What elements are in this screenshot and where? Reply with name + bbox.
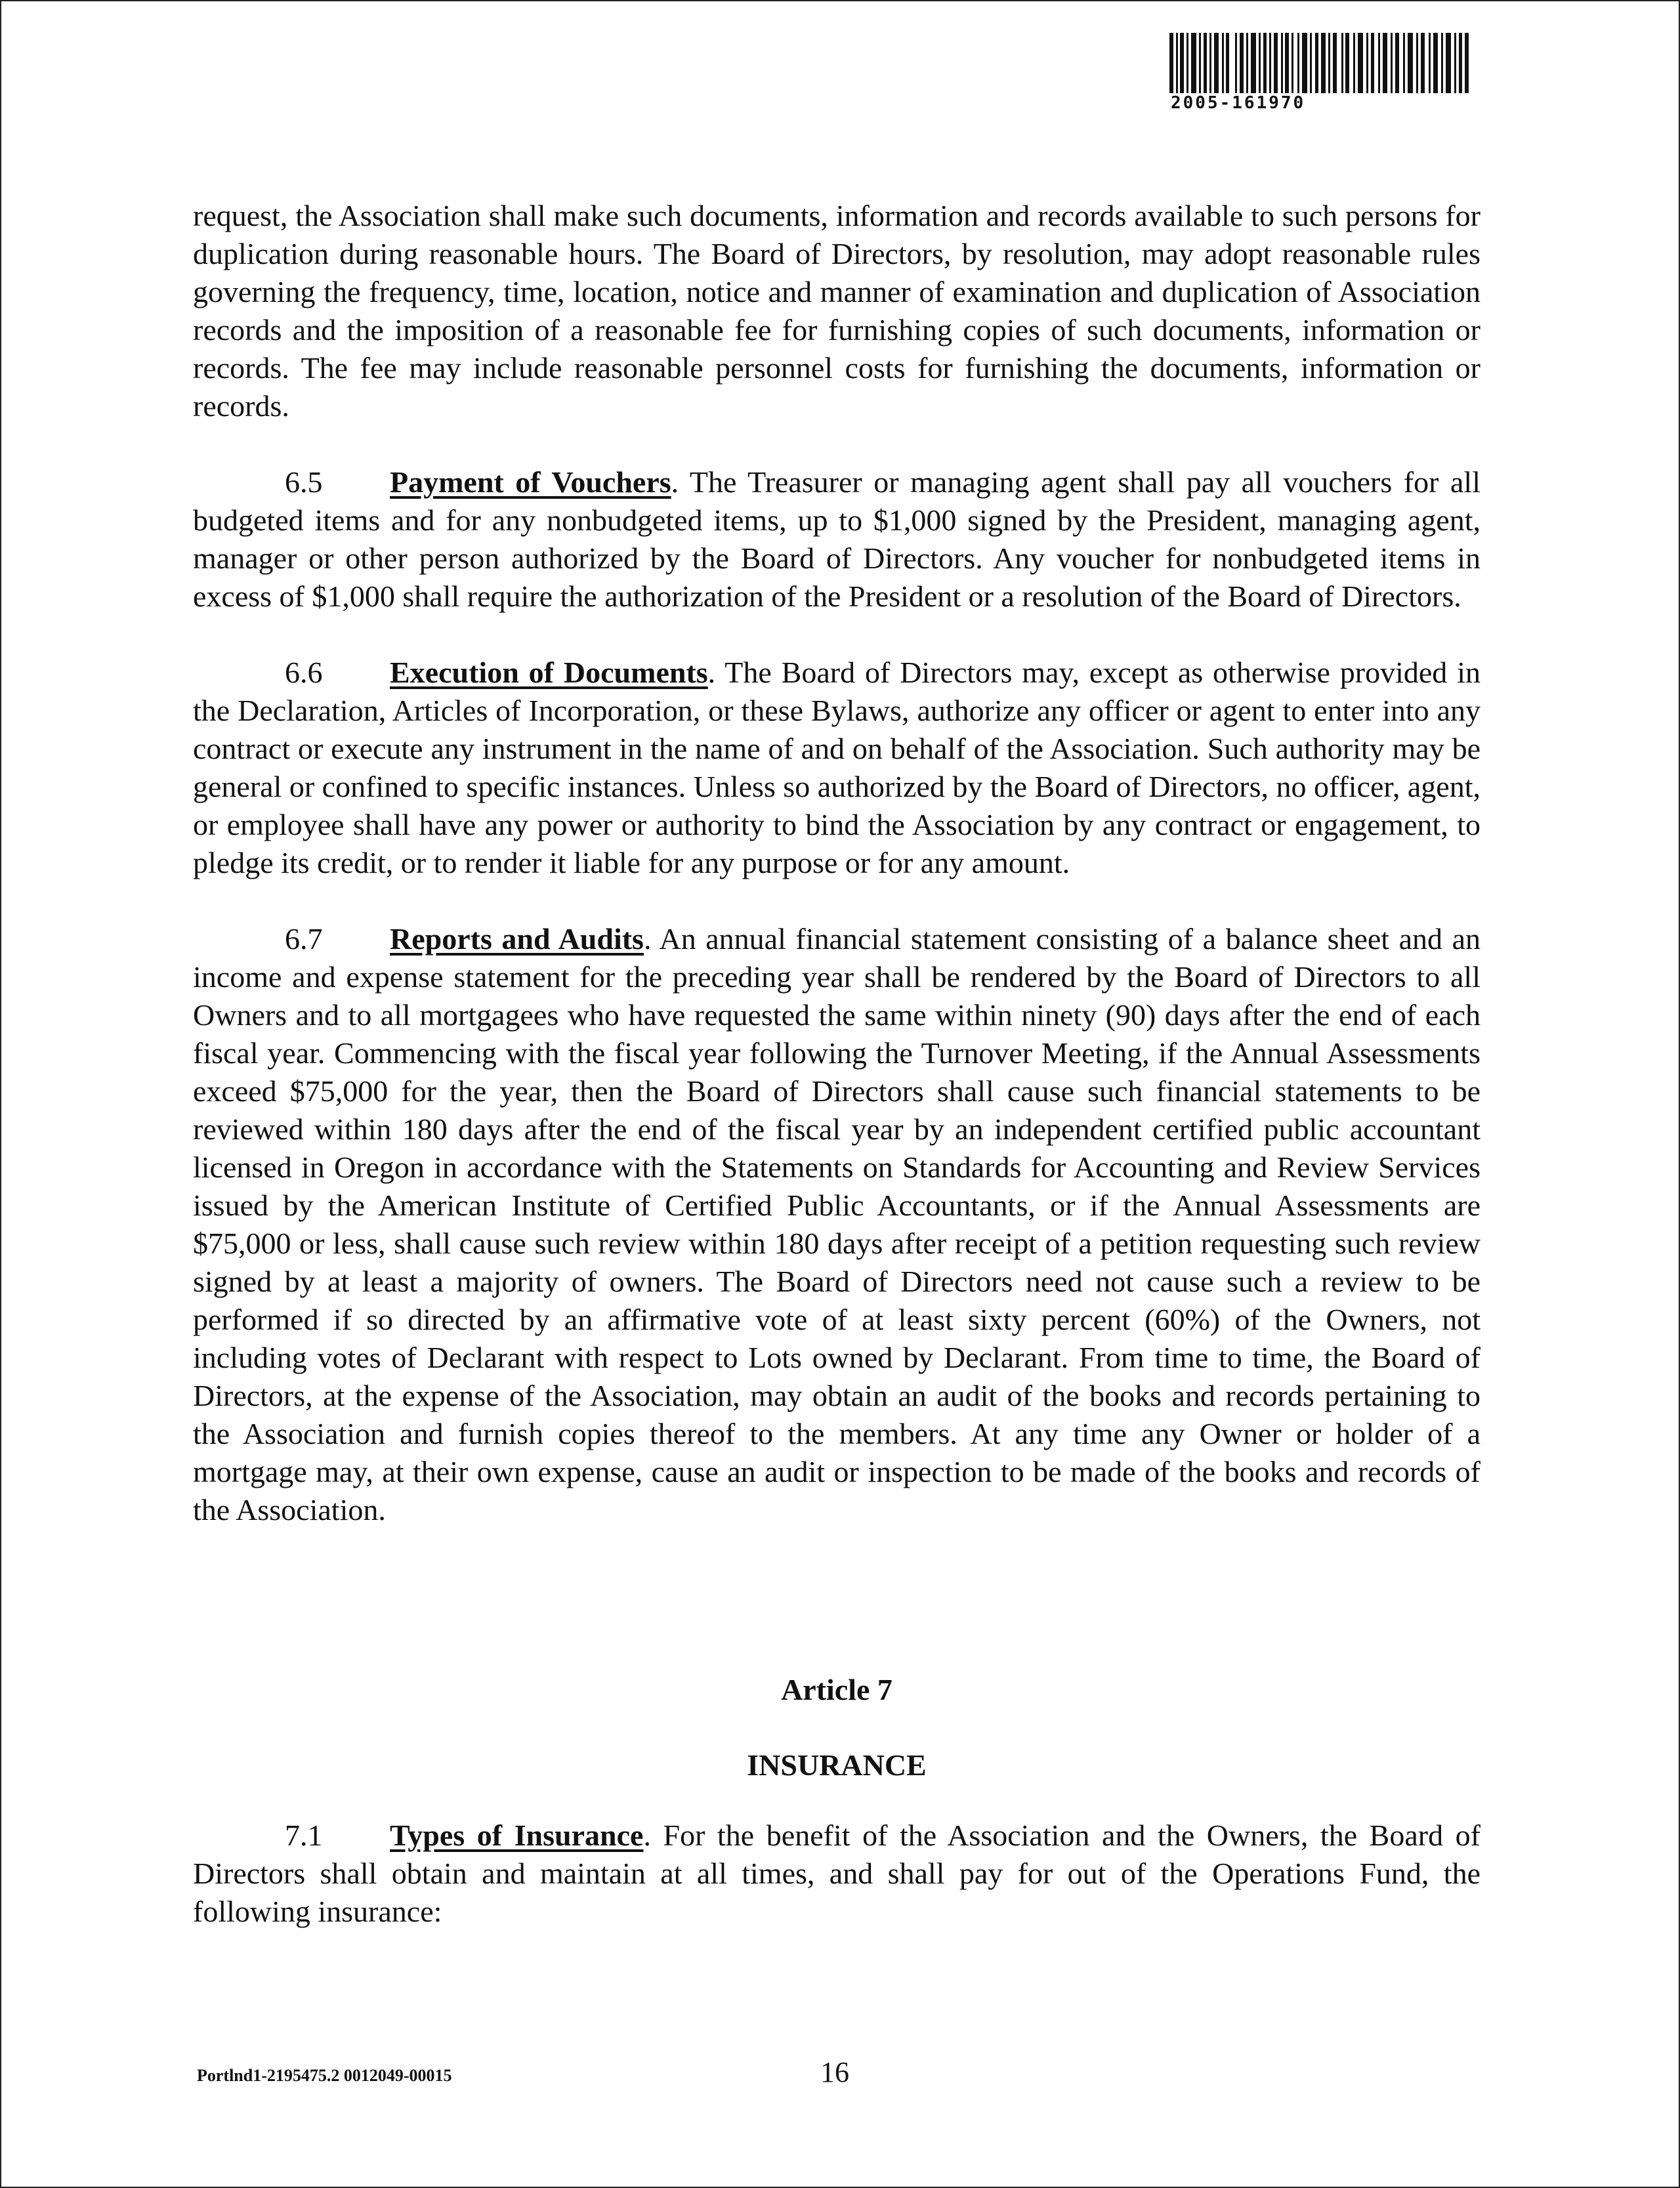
section-7-1 [193, 1817, 1480, 1931]
section-title: Execution of Documents [390, 656, 708, 689]
section-title: Payment of Vouchers [390, 465, 671, 499]
article-label: Article 7 [781, 1673, 892, 1706]
section-6-7 [193, 920, 1480, 1529]
section-text: . The Treasurer or managing agent shall pay all vouchers for all budgeted items and for any nonbudgeted items, up to $1,000 signed by the President, managing agent, manager or other person authorized by the Board of Directors. Any voucher for nonbudgeted items in excess of $1,000 shall require the authorization of the President or a resolution of the Board of Directors. [193, 465, 1480, 613]
section-text: . The Board of Directors may, except as otherwise provided in the Declaration, Articles of Incorporation, or these Bylaws, authorize any officer or agent to enter into any contract or execute any instrument in the name of and on behalf of the Association. Such authority may be general or confined to specific instances. Unless so authorized by the Board of Directors, no officer, agent, or employee shall have any power or authority to bind the Association by any contract or engagement, to pledge its credit, or to render it liable for any purpose or for any amount. [193, 656, 1480, 879]
page-number: 16 [820, 2056, 849, 2088]
section-7-1-block [193, 1817, 1480, 1931]
document-body [193, 197, 1480, 1529]
barcode-image [1169, 33, 1469, 93]
section-number: 6.6 [285, 656, 323, 689]
section-number: 6.7 [285, 922, 323, 956]
section-title: Types of Insurance [390, 1819, 644, 1852]
article-title: INSURANCE [747, 1748, 927, 1782]
section-title: Reports and Audits [390, 922, 644, 956]
section-number: 6.5 [285, 465, 323, 499]
section-number: 7.1 [285, 1819, 323, 1852]
barcode-number: 2005-161970 [1171, 93, 1306, 113]
section-text: . An annual financial statement consisting of a balance sheet and an income and expense statement for the preceding year shall be rendered by the Board of Directors to all Owners and to all mortgagees who have requested the same within ninety (90) days after the end of each fiscal year. Commencing with the fiscal year following the Turnover Meeting, if the Annual Assessments exceed $75,000 for the year, then the Board of Directors shall cause such financial statements to be reviewed within 180 days after the end of the fiscal year by an independent certified public accountant licensed in Oregon in accordance with the Statements on Standards for Accounting and Review Services issued by the American Institute of Certified Public Accountants, or if the Annual Assessments are $75,000 or less, shall cause such review within 180 days after receipt of a petition requesting such review signed by at least a majority of owners. The Board of Directors need not cause such a review to be performed if so directed by an affirmative vote of at least sixty percent (60%) of the Owners, not including votes of Declarant with respect to Lots owned by Declarant. From time to time, the Board of Directors, at the expense of the Association, may obtain an audit of the books and records pertaining to the Association and furnish copies thereof to the members. At any time any Owner or holder of a mortgage may, at their own expense, cause an audit or inspection to be made of the books and records of the Association. [193, 922, 1481, 1526]
section-6-5 [193, 463, 1480, 616]
footer-document-id: Portlnd1-2195475.2 0012049-00015 [197, 2066, 452, 2085]
section-6-6 [193, 654, 1480, 882]
continuation-paragraph: request, the Association shall make such documents, information and records available to such persons for duplication during reasonable hours. The Board of Directors, by resolution, may adopt reasonable rules governing the frequency, time, location, notice and manner of examination and duplication of Association records and the imposition of a reasonable fee for furnishing copies of such documents, information or records. The fee may include reasonable personnel costs for furnishing the documents, information or records. [193, 199, 1480, 423]
section-text: . For the benefit of the Association and the Owners, the Board of Directors shall obtain and maintain at all times, and shall pay for out of the Operations Fund, the following insurance: [193, 1819, 1480, 1928]
